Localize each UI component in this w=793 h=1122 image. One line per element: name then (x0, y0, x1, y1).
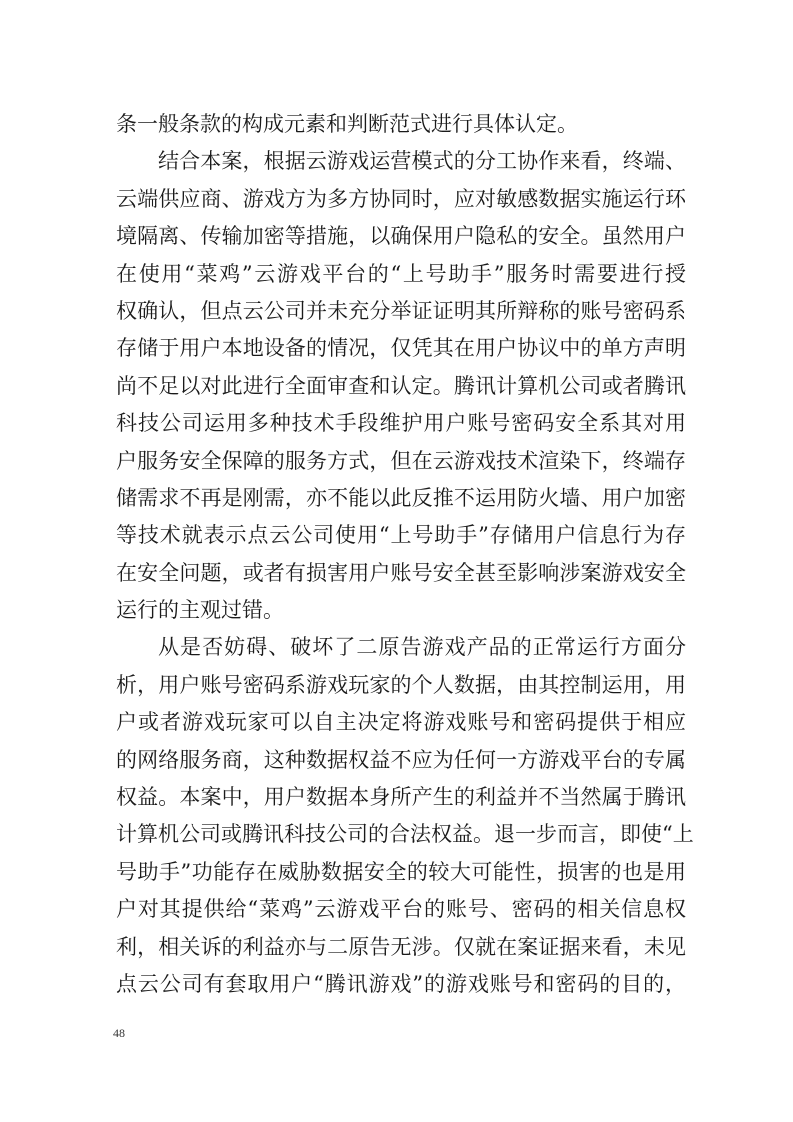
text-line: 储需求不再是刚需，亦不能以此反推不运用防火墙、用户加密 (116, 485, 686, 510)
page-number: 48 (113, 1026, 125, 1040)
text-line: 户对其提供给“菜鸡”云游戏平台的账号、密码的相关信息权 (116, 897, 686, 922)
text-line: 权确认，但点云公司并未充分举证证明其所辩称的账号密码系 (116, 298, 686, 323)
text-line: 等技术就表示点云公司使用“上号助手”存储用户信息行为存 (116, 523, 686, 548)
body-text (116, 106, 694, 1003)
text-line: 在使用“菜鸡”云游戏平台的“上号助手”服务时需要进行授 (116, 261, 686, 286)
text-line: 在安全问题，或者有损害用户账号安全甚至影响涉案游戏安全 (116, 560, 686, 585)
text-line: 户服务安全保障的服务方式，但在云游戏技术渲染下，终端存 (116, 448, 686, 473)
paragraph (116, 629, 694, 1003)
text-line: 析，用户账号密码系游戏玩家的个人数据，由其控制运用，用 (116, 672, 686, 697)
paragraph (116, 143, 686, 629)
text-line: 的网络服务商，这种数据权益不应为任何一方游戏平台的专属 (116, 747, 686, 772)
text-line: 运行的主观过错。 (116, 598, 284, 623)
text-line: 户或者游戏玩家可以自主决定将游戏账号和密码提供于相应 (116, 710, 686, 735)
text-line: 云端供应商、游戏方为多方协同时，应对敏感数据实施运行环 (116, 186, 686, 211)
text-line: 境隔离、传输加密等措施，以确保用户隐私的安全。虽然用户 (116, 224, 686, 249)
text-line: 尚不足以对此进行全面审查和认定。腾讯计算机公司或者腾讯 (116, 373, 686, 398)
text-line: 号助手”功能存在威胁数据安全的较大可能性，损害的也是用 (116, 859, 686, 884)
text-line: 科技公司运用多种技术手段维护用户账号密码安全系其对用 (116, 411, 686, 436)
text-line: 权益。本案中，用户数据本身所产生的利益并不当然属于腾讯 (116, 785, 686, 810)
paragraph (116, 106, 686, 143)
text-line: 存储于用户本地设备的情况，仅凭其在用户协议中的单方声明 (116, 336, 686, 361)
text-line: 结合本案，根据云游戏运营模式的分工协作来看，终端、 (158, 149, 686, 174)
text-line: 条一般条款的构成元素和判断范式进行具体认定。 (116, 112, 578, 136)
text-line: 利，相关诉的利益亦与二原告无涉。仅就在案证据来看，未见 (116, 934, 686, 959)
text-line: 从是否妨碍、破坏了二原告游戏产品的正常运行方面分 (158, 635, 686, 660)
text-line: 计算机公司或腾讯科技公司的合法权益。退一步而言，即使“上 (116, 822, 694, 847)
text-line: 点云公司有套取用户“腾讯游戏”的游戏账号和密码的目的， (116, 971, 686, 996)
